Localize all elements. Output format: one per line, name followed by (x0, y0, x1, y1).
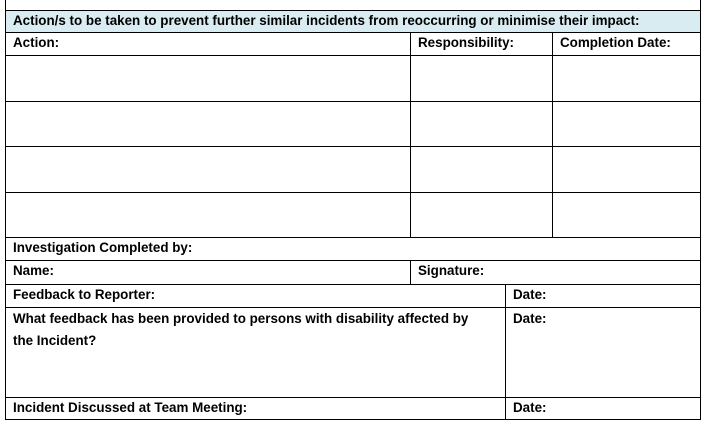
action-row-4-responsibility-field[interactable] (411, 193, 552, 237)
action-column-header: Action: (13, 35, 60, 50)
disability-feedback-question-line-1: What feedback has been provided to persons with disability affected by (13, 311, 469, 326)
disability-feedback-question-line-2: the Incident? (13, 333, 97, 348)
section-header: Action/s to be taken to prevent further similar incidents from reoccurring or minimise their impact: (13, 13, 640, 28)
action-row-1-responsibility-field[interactable] (411, 56, 552, 101)
completion-date-column-header: Completion Date: (560, 35, 671, 50)
incident-action-form (5, 0, 701, 420)
action-row-4-action-field[interactable] (6, 193, 410, 237)
action-row-2-action-field[interactable] (6, 102, 410, 146)
responsibility-column-header: Responsibility: (418, 35, 514, 50)
name-label: Name: (13, 263, 54, 278)
team-meeting-date-label: Date: (513, 400, 547, 415)
action-row-2-completion-date-field[interactable] (553, 102, 700, 146)
disability-feedback-date-label: Date: (513, 311, 547, 326)
signature-label: Signature: (418, 263, 485, 278)
action-row-4-completion-date-field[interactable] (553, 193, 700, 237)
action-row-3-completion-date-field[interactable] (553, 147, 700, 192)
action-row-1-completion-date-field[interactable] (553, 56, 700, 101)
investigation-completed-by-label: Investigation Completed by: (13, 240, 193, 255)
feedback-reporter-date-label: Date: (513, 287, 547, 302)
feedback-to-reporter-label: Feedback to Reporter: (13, 287, 156, 302)
action-row-1-action-field[interactable] (6, 56, 410, 101)
action-row-3-action-field[interactable] (6, 147, 410, 192)
incident-discussed-at-team-meeting-label: Incident Discussed at Team Meeting: (13, 400, 248, 415)
action-row-2-responsibility-field[interactable] (411, 102, 552, 146)
action-row-3-responsibility-field[interactable] (411, 147, 552, 192)
